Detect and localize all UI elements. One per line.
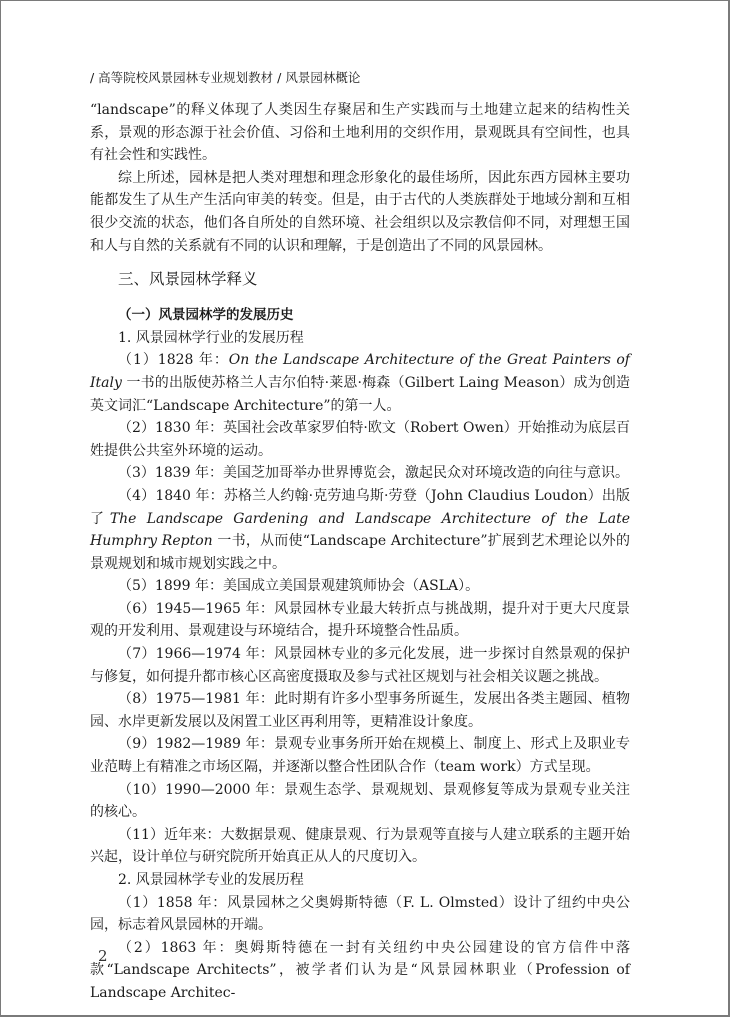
item-prefix: （8）1975—1981 年： (118, 691, 275, 708)
list-item (90, 575, 630, 598)
item-prefix: （6）1945—1965 年： (118, 600, 275, 617)
list-item (90, 485, 630, 575)
item-text: 风景园林之父奥姆斯特德（F. L. Olmsted）设计了纽约中央公园，标志着风景园林的开端。 (90, 894, 630, 934)
item-prefix: （1）1828 年： (118, 352, 229, 369)
item-text: 景观专业事务所开始在规模上、制度上、形式上及职业专业范畴上有精准之市场区隔，并逐渐以整合性团队合作（team work）方式呈现。 (90, 736, 630, 776)
item-text: 大数据景观、健康景观、行为景观等直接与人建立联系的主题开始兴起，设计单位与研究院所开始真正从人的尺度切入。 (90, 826, 630, 866)
item-prefix: （2）1863 年： (118, 939, 235, 956)
item-prefix: （9）1982—1989 年： (118, 736, 275, 753)
list-item (90, 733, 630, 778)
list-item (90, 892, 630, 937)
item-text: 风景园林专业的多元化发展，进一步探讨自然景观的保护与修复，如何提升都市核心区高密度摄取及参与式社区规划与社会相关议题之挑战。 (90, 646, 630, 685)
item-text: 一书的出版使苏格兰人吉尔伯特·莱恩·梅森（Gilbert Laing Meason）成为创造英文词汇“Landscape Architecture”的第一人。 (90, 374, 630, 414)
book-title: On the Landscape Architecture of the Great Painters of Italy (90, 352, 630, 391)
list-item (90, 643, 630, 688)
list-item (90, 598, 630, 643)
subsection-heading: （一）风景园林学的发展历史 (118, 307, 294, 324)
list-item (90, 349, 630, 417)
page-content (90, 99, 630, 1005)
item-text: 奥姆斯特德在一封有关纽约中央公园建设的官方信件中落款“Landscape Architects”，被学者们认为是“风景园林职业（Profession of Landscape Architec- (90, 939, 630, 1001)
list-item (90, 779, 630, 824)
book-title: The Landscape Gardening and Landscape Architecture of the Late Humphry Repton (90, 510, 631, 550)
list-item (90, 417, 630, 462)
item-text: 美国成立美国景观建筑师协会（ASLA）。 (223, 578, 480, 595)
item-prefix: （11）近年来： (118, 826, 221, 843)
list-item (90, 937, 630, 1005)
list-item (90, 824, 630, 869)
running-header-breadcrumb: / 高等院校风景园林专业规划教材 / 风景园林概论 (90, 70, 361, 85)
item-prefix: （4）1840 年： (118, 487, 224, 504)
item-prefix: （3）1839 年： (118, 465, 223, 482)
page-number: 2 (98, 947, 108, 965)
item-text: 此时期有许多小型事务所诞生，发展出各类主题园、植物园、水岸更新发展以及闲置工业区再利用等，更精准设计象度。 (90, 691, 630, 730)
item-text: 一书，从而使“Landscape Architecture”扩展到艺术理论以外的景观规划和城市规划实践之中。 (90, 533, 631, 572)
section-heading: 三、风景园林学释义 (118, 270, 258, 289)
paragraph: “landscape”的释义体现了人类因生存聚居和生产实践而与土地建立起来的结构性关系，景观的形态源于社会价值、习俗和土地利用的交织作用，景观既具有空间性，也具有社会性和实践性。 (90, 102, 630, 164)
item-prefix: （1）1858 年： (118, 894, 227, 911)
item-prefix: （5）1899 年： (118, 578, 223, 595)
list-item (90, 462, 630, 485)
item-text: 景观生态学、景观规划、景观修复等成为景观专业关注的核心。 (90, 781, 630, 821)
part-heading: 1. 风景园林学行业的发展历程 (118, 329, 304, 346)
paragraph: 综上所述，园林是把人类对理想和理念形象化的最佳场所，因此东西方园林主要功能都发生了从生产生活向审美的转变。但是，由于古代的人类族群处于地域分割和互相很少交流的状态，他们各自所处的自然环境、社会组织以及宗教信仰不同，对理想王国和人与自然的关系就有不同的认识和理解，于是创造出了不同的风景园林。 (90, 169, 630, 254)
item-text: 美国芝加哥举办世界博览会，激起民众对环境改造的向往与意识。 (223, 465, 629, 482)
item-text: 苏格兰人约翰·克劳迪乌斯·劳登（John Claudius Loudon）出版了 (90, 487, 630, 527)
part-heading: 2. 风景园林学专业的发展历程 (118, 872, 304, 888)
item-text: 风景园林专业最大转折点与挑战期，提升对于更大尺度景观的开发利用、景观建设与环境结合，提升环境整合性品质。 (90, 600, 630, 640)
item-text: 英国社会改革家罗伯特·欧文（Robert Owen）开始推动为底层百姓提供公共室外环境的运动。 (90, 420, 630, 459)
item-prefix: （7）1966—1974 年： (118, 646, 275, 663)
item-prefix: （10）1990—2000 年： (118, 781, 285, 798)
list-item (90, 688, 630, 733)
item-prefix: （2）1830 年： (118, 420, 224, 437)
